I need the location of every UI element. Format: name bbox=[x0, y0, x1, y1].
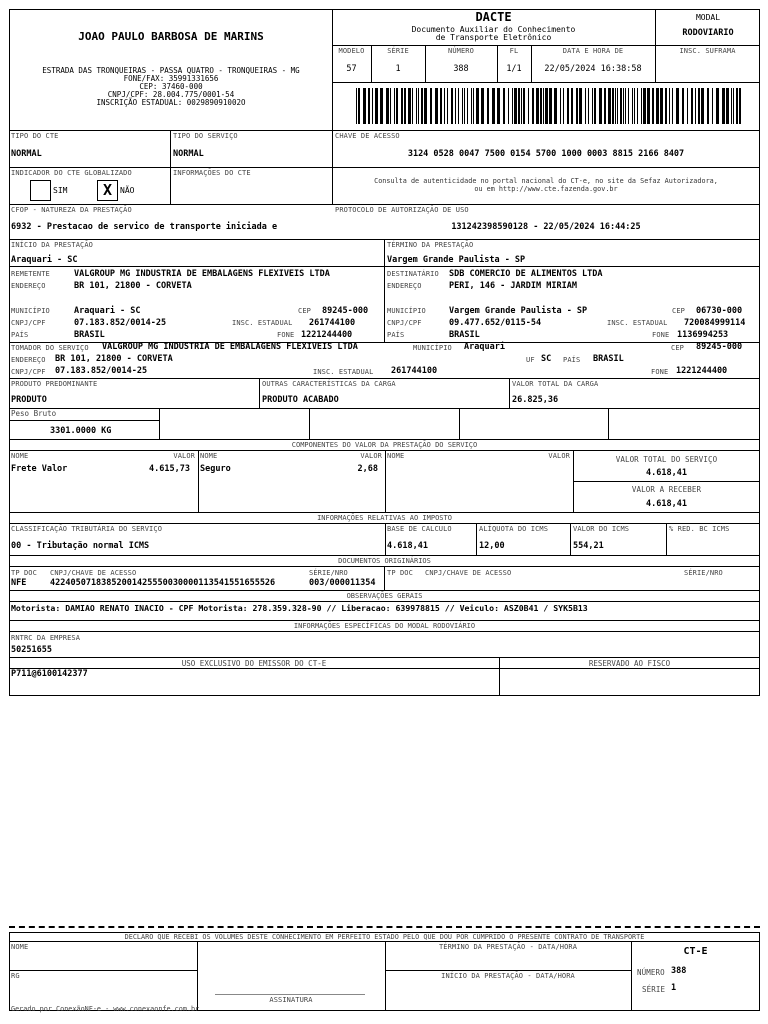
barcode-bar bbox=[560, 88, 561, 124]
barcode-bar bbox=[554, 88, 557, 124]
barcode-bar bbox=[481, 88, 484, 124]
remetente-pais-label: PAÍS bbox=[11, 331, 29, 339]
barcode-bar bbox=[632, 88, 633, 124]
barcode-bar bbox=[676, 88, 679, 124]
doc-serie-label-2: SÉRIE/NRO bbox=[684, 569, 723, 577]
imposto-title: INFORMAÇÕES RELATIVAS AO IMPOSTO bbox=[317, 514, 452, 522]
protocolo-value: 131242398590128 - 22/05/2024 16:44:25 bbox=[451, 222, 641, 232]
barcode-bar bbox=[521, 88, 522, 124]
barcode-bar bbox=[604, 88, 606, 124]
emitente-endereco: ESTRADA DAS TRONQUEIRAS - PASSA QUATRO - TRONQUEIRAS - MG bbox=[42, 66, 300, 75]
barcode-bar bbox=[455, 88, 456, 124]
peso-bruto-label: Peso Bruto bbox=[11, 409, 57, 418]
barcode-bar bbox=[625, 88, 626, 124]
barcode-bar bbox=[473, 88, 474, 124]
tomador-cnpj: 07.183.852/0014-25 bbox=[55, 366, 148, 376]
barcode-bar bbox=[518, 88, 520, 124]
suframa-label: INSC. SUFRAMA bbox=[679, 47, 736, 55]
emitente-cep: CEP: 37460-000 bbox=[139, 82, 203, 91]
barcode-bar bbox=[641, 88, 642, 124]
destinatario-ie-label: INSC. ESTADUAL bbox=[607, 319, 668, 327]
barcode-bar bbox=[687, 88, 688, 124]
valor-total-servico-value: 4.618,41 bbox=[646, 468, 687, 478]
barcode-bar bbox=[444, 88, 445, 124]
componente-seguro-valor: 2,68 bbox=[357, 464, 378, 474]
cut-line bbox=[9, 926, 760, 928]
remetente-endereco: BR 101, 21800 - CORVETA bbox=[74, 281, 192, 291]
remetente-municipio-label: MUNICÍPIO bbox=[11, 307, 50, 315]
barcode-bar bbox=[528, 88, 529, 124]
barcode-bar bbox=[363, 88, 366, 124]
barcode-bar bbox=[726, 88, 729, 124]
red-bc-label: % RED. BC ICMS bbox=[669, 525, 730, 533]
canhoto-numero-value: 388 bbox=[671, 966, 687, 976]
barcode-bar bbox=[660, 88, 663, 124]
remetente-endereco-label: ENDEREÇO bbox=[11, 282, 46, 290]
destinatario-pais: BRASIL bbox=[449, 330, 480, 340]
destinatario-municipio-label: MUNICÍPIO bbox=[387, 307, 426, 315]
dacte-title: DACTE bbox=[475, 10, 512, 24]
componentes-title: COMPONENTES DO VALOR DA PRESTAÇÃO DO SERVIÇO bbox=[291, 441, 478, 449]
tomador-ie-label: INSC. ESTADUAL bbox=[313, 368, 374, 376]
doc-tp-value: NFE bbox=[11, 578, 27, 588]
tomador-fone-label: FONE bbox=[651, 368, 669, 376]
dacte-subtitle-1: Documento Auxiliar do Conhecimento bbox=[411, 25, 576, 34]
tomador-cep-label: CEP bbox=[671, 344, 684, 352]
tomador-municipio: Araquari bbox=[464, 342, 505, 352]
componente-frete-valor: 4.615,73 bbox=[149, 464, 190, 474]
barcode-bar bbox=[404, 88, 406, 124]
canhoto-serie-value: 1 bbox=[671, 983, 677, 993]
serie-label: SÉRIE bbox=[387, 47, 409, 55]
valor-receber-value: 4.618,41 bbox=[646, 499, 687, 509]
doc-chave-label-2: CNPJ/CHAVE DE ACESSO bbox=[425, 569, 512, 577]
destinatario-fone-label: FONE bbox=[652, 331, 670, 339]
remetente-nome: VALGROUP MG INDUSTRIA DE EMBALAGENS FLEXIVEIS LTDA bbox=[74, 269, 330, 279]
tomador-cnpj-label: CNPJ/CPF bbox=[11, 368, 46, 376]
comp-valor-label-3: VALOR bbox=[548, 452, 570, 460]
barcode-bar bbox=[567, 88, 569, 124]
base-calculo-value: 4.618,41 bbox=[387, 541, 428, 551]
destinatario-cnpj: 09.477.652/0115-54 bbox=[449, 318, 542, 328]
doc-tp-label-2: TP DOC bbox=[387, 569, 413, 577]
termino-prestacao-label: TÉRMINO DA PRESTAÇÃO bbox=[387, 241, 474, 249]
destinatario-label: DESTINATÁRIO bbox=[387, 270, 439, 278]
barcode-bar bbox=[390, 88, 391, 124]
barcode-bar bbox=[736, 88, 738, 124]
informacoes-cte-label: INFORMAÇÕES DO CTE bbox=[173, 169, 251, 177]
chave-acesso-value: 3124 0528 0047 7500 0154 5700 1000 0003 8815 2166 8407 bbox=[407, 149, 685, 159]
aliquota-value: 12,00 bbox=[479, 541, 505, 551]
numero-value: 388 bbox=[453, 64, 469, 74]
valor-icms-label: VALOR DO ICMS bbox=[573, 525, 630, 533]
barcode-bar bbox=[623, 88, 624, 124]
barcode-bar bbox=[588, 88, 589, 124]
barcode-bar bbox=[375, 88, 378, 124]
tipo-servico-label: TIPO DO SERVIÇO bbox=[173, 132, 238, 140]
canhoto-inicio-label: INÍCIO DA PRESTAÇÃO - DATA/HORA bbox=[441, 972, 575, 980]
barcode-bar bbox=[620, 88, 622, 124]
barcode-bar bbox=[380, 88, 383, 124]
canhoto-assinatura-label: ASSINATURA bbox=[269, 996, 313, 1004]
barcode-bar bbox=[412, 88, 413, 124]
remetente-fone-label: FONE bbox=[277, 331, 295, 339]
tomador-municipio-label: MUNICÍPIO bbox=[413, 344, 452, 352]
barcode-bar bbox=[682, 88, 684, 124]
classificacao-value: 00 - Tributação normal ICMS bbox=[11, 541, 150, 551]
canhoto-rg-label: RG bbox=[11, 972, 20, 980]
destinatario-cep: 06730-000 bbox=[696, 306, 743, 316]
chave-acesso-label: CHAVE DE ACESSO bbox=[335, 132, 400, 140]
barcode-bar bbox=[612, 88, 614, 124]
destinatario-nome: SDB COMERCIO DE ALIMENTOS LTDA bbox=[449, 269, 603, 279]
destinatario-municipio: Vargem Grande Paulista - SP bbox=[449, 306, 588, 316]
barcode-bar bbox=[691, 88, 693, 124]
barcode-bar bbox=[695, 88, 696, 124]
data-hora-label: DATA E HORA DE bbox=[562, 47, 624, 55]
base-calculo-label: BASE DE CALCULO bbox=[387, 525, 452, 533]
barcode-bar bbox=[476, 88, 479, 124]
consulta-text-1: Consulta de autenticidade no portal nacional do CT-e, no site da Sefaz Autorizadora, bbox=[374, 177, 718, 185]
valor-carga-value: 26.825,36 bbox=[512, 395, 559, 405]
remetente-label: REMETENTE bbox=[11, 270, 50, 278]
barcode-bar bbox=[647, 88, 650, 124]
barcode-bar bbox=[401, 88, 403, 124]
serie-value: 1 bbox=[395, 64, 401, 74]
rntrc-value: 50251655 bbox=[11, 645, 52, 655]
destinatario-cep-label: CEP bbox=[672, 307, 685, 315]
barcode-bar bbox=[368, 88, 370, 124]
inicio-prestacao-label: INÍCIO DA PRESTAÇÃO bbox=[11, 241, 93, 249]
sim-label: SIM bbox=[53, 186, 68, 195]
barcode-bar bbox=[615, 88, 616, 124]
destinatario-cnpj-label: CNPJ/CPF bbox=[387, 319, 422, 327]
barcode-bar bbox=[464, 88, 465, 124]
barcode-bar bbox=[467, 88, 468, 124]
comp-nome-label-2: NOME bbox=[200, 452, 218, 460]
tomador-pais-label: PAÍS bbox=[563, 356, 581, 364]
canhoto-serie-label: SÉRIE bbox=[642, 985, 666, 994]
nao-label: NÃO bbox=[120, 186, 135, 195]
remetente-ie: 261744100 bbox=[309, 318, 356, 328]
destinatario-ie: 720084999114 bbox=[684, 318, 746, 328]
canhoto-numero-label: NÚMERO bbox=[637, 968, 665, 977]
valor-total-servico-label: VALOR TOTAL DO SERVIÇO bbox=[615, 455, 718, 464]
inicio-prestacao-value: Araquari - SC bbox=[11, 255, 78, 265]
remetente-ie-label: INSC. ESTADUAL bbox=[232, 319, 293, 327]
barcode-bar bbox=[394, 88, 395, 124]
barcode-bar bbox=[549, 88, 552, 124]
valor-receber-label: VALOR A RECEBER bbox=[631, 485, 702, 494]
tomador-pais: BRASIL bbox=[593, 354, 624, 364]
barcode-bar bbox=[731, 88, 732, 124]
barcode-bar bbox=[592, 88, 593, 124]
tomador-uf-label: UF bbox=[526, 356, 535, 364]
destinatario-pais-label: PAÍS bbox=[387, 331, 405, 339]
doc-tp-label-1: TP DOC bbox=[11, 569, 37, 577]
comp-nome-label-1: NOME bbox=[11, 452, 29, 460]
remetente-fone: 1221244400 bbox=[301, 330, 353, 340]
comp-valor-label-1: VALOR bbox=[173, 452, 195, 460]
consulta-text-2: ou em http://www.cte.fazenda.gov.br bbox=[474, 185, 618, 193]
comp-nome-label-3: NOME bbox=[387, 452, 405, 460]
barcode-bar bbox=[386, 88, 389, 124]
data-hora-value: 22/05/2024 16:38:58 bbox=[544, 64, 642, 74]
barcode-bar bbox=[358, 88, 360, 124]
barcode-bar bbox=[497, 88, 500, 124]
barcode-bar bbox=[716, 88, 719, 124]
doc-chave-value: 42240507183852001425550030000113541551655526 bbox=[50, 578, 276, 588]
barcode-bar bbox=[739, 88, 741, 124]
remetente-cnpj: 07.183.852/0014-25 bbox=[74, 318, 167, 328]
barcode-bar bbox=[471, 88, 472, 124]
termino-prestacao-value: Vargem Grande Paulista - SP bbox=[387, 255, 526, 265]
barcode-bar bbox=[608, 88, 611, 124]
barcode-bar bbox=[451, 88, 453, 124]
valor-icms-value: 554,21 bbox=[573, 541, 604, 551]
barcode-bar bbox=[698, 88, 700, 124]
tomador-cep: 89245-000 bbox=[696, 342, 743, 352]
barcode-bar bbox=[372, 88, 373, 124]
barcode-bar bbox=[532, 88, 534, 124]
barcode-bar bbox=[712, 88, 713, 124]
barcode-bar bbox=[571, 88, 573, 124]
nao-check-mark: X bbox=[102, 181, 113, 199]
barcode-bar bbox=[503, 88, 505, 124]
dacte-subtitle-2: de Transporte Eletrônico bbox=[435, 33, 552, 42]
barcode-bar bbox=[545, 88, 548, 124]
tomador-endereco-label: ENDEREÇO bbox=[11, 356, 46, 364]
barcode-bar bbox=[579, 88, 582, 124]
canhoto-nome-label: NOME bbox=[11, 943, 29, 951]
barcode-bar bbox=[643, 88, 646, 124]
barcode-bar bbox=[722, 88, 725, 124]
outras-caracteristicas-label: OUTRAS CARACTERÍSTICAS DA CARGA bbox=[262, 380, 396, 388]
componente-frete-nome: Frete Valor bbox=[11, 464, 68, 474]
uso-emissor-label: USO EXCLUSIVO DO EMISSOR DO CT-E bbox=[181, 659, 327, 668]
barcode-bar bbox=[701, 88, 704, 124]
tipo-cte-label: TIPO DO CTE bbox=[11, 132, 59, 140]
barcode-bar bbox=[543, 88, 544, 124]
remetente-cnpj-label: CNPJ/CPF bbox=[11, 319, 46, 327]
doc-serie-value: 003/000011354 bbox=[309, 578, 376, 588]
barcode-bar bbox=[514, 88, 517, 124]
barcode-bar bbox=[536, 88, 539, 124]
fl-label: FL bbox=[509, 47, 519, 55]
doc-chave-label-1: CNPJ/CHAVE DE ACESSO bbox=[50, 569, 137, 577]
barcode-bar bbox=[462, 88, 463, 124]
protocolo-label: PROTOCOLO DE AUTORIZAÇÃO DE USO bbox=[335, 206, 469, 214]
barcode-bar bbox=[416, 88, 417, 124]
barcode-bar bbox=[408, 88, 411, 124]
rntrc-label: RNTRC DA EMPRESA bbox=[11, 634, 81, 642]
produto-label: PRODUTO PREDOMINANTE bbox=[11, 380, 98, 388]
globalizado-label: INDICADOR DO CTE GLOBALIZADO bbox=[11, 169, 132, 177]
remetente-cep: 89245-000 bbox=[322, 306, 369, 316]
barcode-bar bbox=[435, 88, 438, 124]
barcode-bar bbox=[440, 88, 442, 124]
rodoviario-title: INFORMAÇÕES ESPECÍFICAS DO MODAL RODOVIÁRIO bbox=[293, 622, 476, 630]
modelo-label: MODELO bbox=[338, 47, 365, 55]
barcode-bar bbox=[576, 88, 578, 124]
observacoes-text: Motorista: DAMIAO RENATO INACIO - CPF Motorista: 278.359.328-90 // Liberacao: 639978815 // Veiculo: ASZ0B41 / SYK5B13 bbox=[11, 603, 588, 613]
barcode-bar bbox=[356, 88, 357, 124]
barcode-bar bbox=[458, 88, 459, 124]
tomador-uf: SC bbox=[541, 354, 552, 364]
modelo-value: 57 bbox=[346, 64, 357, 74]
outras-caracteristicas-value: PRODUTO ACABADO bbox=[262, 395, 339, 405]
barcode-bar bbox=[634, 88, 635, 124]
componente-seguro-nome: Seguro bbox=[200, 464, 231, 474]
tipo-cte-value: NORMAL bbox=[11, 149, 42, 159]
barcode-bar bbox=[733, 88, 734, 124]
aliquota-label: ALÍQUOTA DO ICMS bbox=[479, 525, 549, 533]
declaro-text: DECLARO QUE RECEBI OS VOLUMES DESTE CONHECIMENTO EM PERFEITO ESTADO PELO QUE DOU POR CUMPRIDO O PRESENTE CONTRATO DE TRANSPORTE bbox=[124, 933, 645, 941]
barcode-bar bbox=[523, 88, 525, 124]
barcode-bar bbox=[652, 88, 654, 124]
barcode-bar bbox=[430, 88, 432, 124]
modal-label: MODAL bbox=[695, 13, 721, 22]
barcode-bar bbox=[585, 88, 586, 124]
barcode-bar bbox=[512, 88, 513, 124]
modal-value: RODOVIARIO bbox=[682, 28, 734, 38]
cfop-label: CFOP - NATUREZA DA PRESTAÇÃO bbox=[11, 206, 132, 214]
remetente-cep-label: CEP bbox=[298, 307, 311, 315]
destinatario-endereco: PERI, 146 - JARDIM MIRIAM bbox=[449, 281, 577, 291]
remetente-municipio: Araquari - SC bbox=[74, 306, 141, 316]
barcode-bar bbox=[447, 88, 448, 124]
destinatario-fone: 1136994253 bbox=[677, 330, 729, 340]
barcode-bar bbox=[421, 88, 423, 124]
emitente-ie: INSCRIÇÃO ESTADUAL: 002989091002O bbox=[96, 98, 246, 107]
canhoto-termino-label: TÉRMINO DA PRESTAÇÃO - DATA/HORA bbox=[438, 943, 578, 951]
emitente-fone: FONE/FAX: 35991331656 bbox=[123, 74, 219, 83]
barcode-bar bbox=[492, 88, 495, 124]
observacoes-title: OBSERVAÇÕES GERAIS bbox=[346, 592, 423, 600]
destinatario-endereco-label: ENDEREÇO bbox=[387, 282, 422, 290]
valor-carga-label: VALOR TOTAL DA CARGA bbox=[512, 380, 599, 388]
produto-value: PRODUTO bbox=[11, 395, 47, 405]
documentos-title: DOCUMENTOS ORIGINÁRIOS bbox=[338, 557, 431, 565]
peso-bruto-value: 3301.0000 KG bbox=[50, 426, 112, 436]
emitente-nome: JOAO PAULO BARBOSA DE MARINS bbox=[78, 30, 264, 43]
tomador-endereco: BR 101, 21800 - CORVETA bbox=[55, 354, 173, 364]
barcode-bar bbox=[540, 88, 542, 124]
barcode-bar bbox=[628, 88, 629, 124]
reservado-fisco-label: RESERVADO AO FISCO bbox=[588, 659, 671, 668]
barcode-bar bbox=[656, 88, 659, 124]
classificacao-label: CLASSIFICAÇÃO TRIBUTÁRIA DO SERVIÇO bbox=[11, 525, 163, 533]
barcode-bar bbox=[508, 88, 509, 124]
tomador-ie: 261744100 bbox=[391, 366, 438, 376]
tomador-label: TOMADOR DO SERVIÇO bbox=[11, 344, 89, 352]
numero-label: NÚMERO bbox=[448, 47, 474, 55]
canhoto-cte-title: CT-E bbox=[683, 946, 708, 957]
footer-text: Gerado por ConexãoNF-e - www.conexaonfe.com.br bbox=[11, 1005, 200, 1013]
barcode-bar bbox=[418, 88, 419, 124]
barcode-bar bbox=[617, 88, 618, 124]
emitente-cnpj: CNPJ/CPF: 28.004.775/0001-54 bbox=[107, 90, 235, 99]
cfop-value: 6932 - Prestacao de servico de transporte iniciada e bbox=[11, 222, 278, 232]
barcode-bar bbox=[665, 88, 667, 124]
tipo-servico-value: NORMAL bbox=[173, 149, 204, 159]
barcode-bar bbox=[599, 88, 602, 124]
tomador-fone: 1221244400 bbox=[676, 366, 728, 376]
doc-serie-label-1: SÉRIE/NRO bbox=[309, 569, 348, 577]
remetente-pais: BRASIL bbox=[74, 330, 105, 340]
barcode-bar bbox=[487, 88, 489, 124]
fl-value: 1/1 bbox=[506, 64, 522, 74]
tomador-nome: VALGROUP MG INDUSTRIA DE EMBALAGENS FLEXIVEIS LTDA bbox=[102, 342, 358, 352]
barcode-bar bbox=[707, 88, 709, 124]
barcode-bar bbox=[563, 88, 564, 124]
barcode-bar bbox=[669, 88, 670, 124]
barcode-bar bbox=[396, 88, 398, 124]
barcode-bar bbox=[424, 88, 427, 124]
barcode-bar bbox=[637, 88, 638, 124]
uso-emissor-value: P711@6100142377 bbox=[11, 669, 88, 679]
barcode-bar bbox=[594, 88, 596, 124]
comp-valor-label-2: VALOR bbox=[360, 452, 382, 460]
barcode bbox=[356, 88, 744, 124]
barcode-bar bbox=[672, 88, 673, 124]
sim-checkbox bbox=[30, 180, 51, 201]
